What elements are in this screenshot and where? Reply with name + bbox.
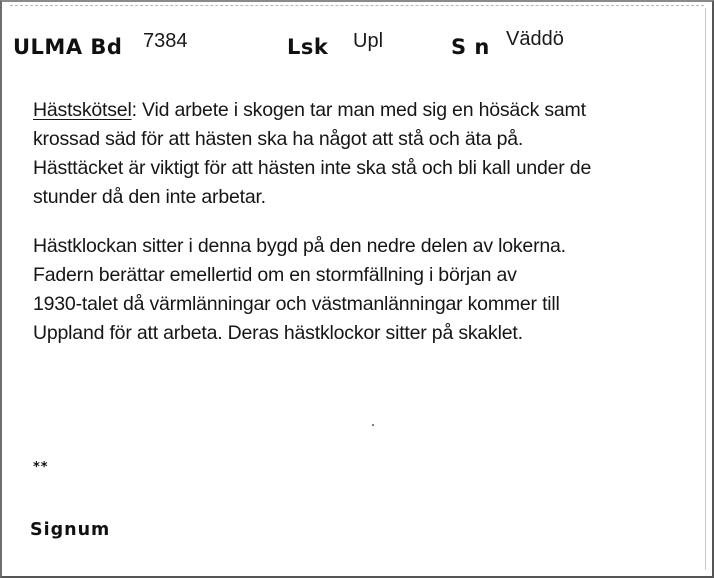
paragraph-line — [33, 96, 705, 125]
paragraph-line: Hästklockan sitter i denna bygd på den nedre delen av lokerna. — [33, 235, 566, 257]
landskap-label: Lsk — [287, 35, 329, 59]
double-asterisk: ** — [33, 460, 49, 475]
paragraph-hastskotsel — [33, 96, 705, 212]
paragraph-line: Hästtäcket är viktigt för att hästen inte ska stå och bli kall under de — [33, 157, 592, 179]
landskap-value: Upl — [353, 30, 384, 52]
paragraph-line: 1930-talet då värmlänningar och västmanlänningar kommer till — [33, 293, 560, 315]
right-border-rule — [705, 8, 706, 570]
socken-label: S n — [451, 35, 490, 59]
signum-label: Signum — [30, 520, 111, 540]
archive-label: ULMA Bd — [13, 35, 123, 59]
socken-value: Väddö — [506, 28, 564, 50]
paragraph-line: stunder då den inte arbetar. — [33, 186, 266, 208]
volume-number: 7384 — [143, 30, 188, 52]
ink-speck — [372, 424, 374, 426]
paragraph-line: Uppland för att arbeta. Deras hästklockor sitter på skaklet. — [33, 322, 523, 344]
paragraph-hastklocka — [33, 232, 705, 348]
paragraph-line: krossad säd för att hästen ska ha något att stå och äta på. — [33, 128, 524, 150]
top-border-rule — [10, 5, 704, 6]
paragraph-line: Fadern berättar emellertid om en stormfällning i början av — [33, 264, 517, 286]
topic-heading: Hästskötsel — [33, 99, 132, 121]
paragraph-line-text: : Vid arbete i skogen tar man med sig en hösäck samt — [131, 99, 586, 121]
